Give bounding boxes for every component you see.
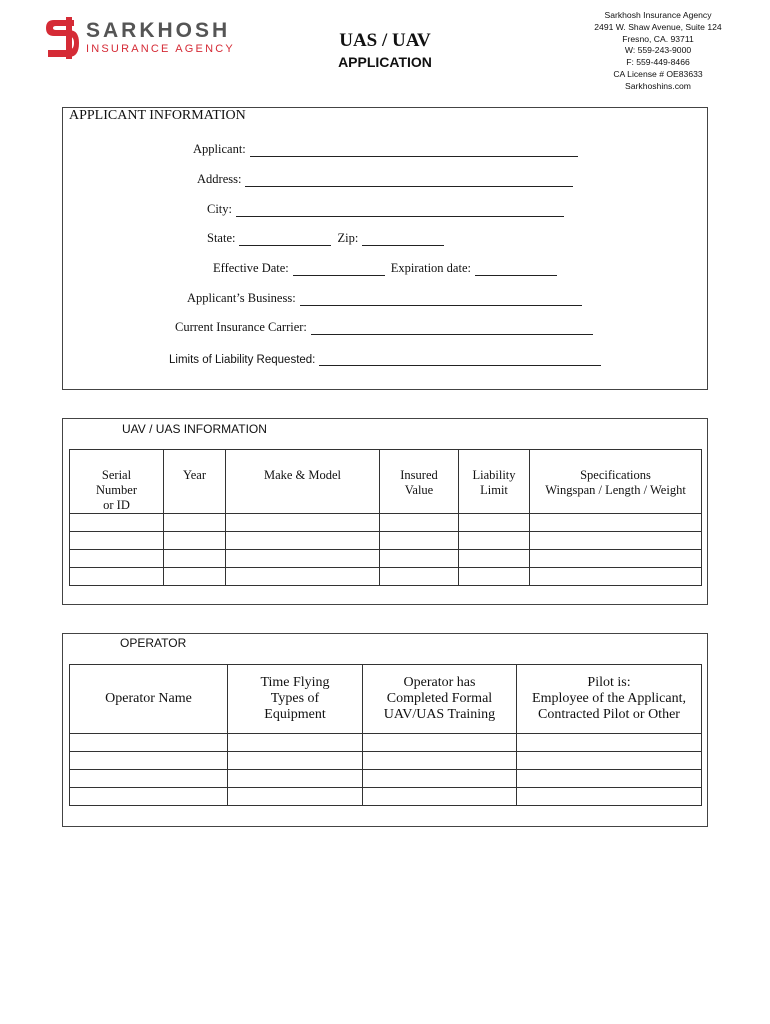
col-specifications-label: Specifications Wingspan / Length / Weight [545,468,686,497]
table-row [70,532,702,550]
dates-row [213,260,557,276]
table-cell[interactable] [530,550,702,568]
table-cell[interactable] [164,514,226,532]
effective-date-field[interactable] [293,263,385,276]
col-insured-value [380,450,459,514]
table-cell[interactable] [70,514,164,532]
zip-field[interactable] [362,233,444,246]
col-time-flying [228,665,363,734]
contact-line: Fresno, CA. 93711 [622,33,694,44]
table-cell[interactable] [363,752,517,770]
col-make-model-label: Make & Model [263,468,342,482]
contact-line: W: 559-243-9000 [624,45,692,56]
col-year-label: Year [182,468,207,482]
table-cell[interactable] [70,788,228,806]
table-cell[interactable] [459,514,530,532]
table-cell[interactable] [530,514,702,532]
operator-section-heading: OPERATOR [120,636,187,650]
table-cell[interactable] [226,532,380,550]
state-label: State: [207,231,236,245]
table-cell[interactable] [228,752,363,770]
col-serial-number [70,450,164,514]
col-year [164,450,226,514]
address-row [197,171,573,187]
table-cell[interactable] [226,568,380,586]
business-label: Applicant’s Business: [187,291,296,305]
uav-section-heading: UAV / UAS INFORMATION [122,422,267,436]
contact-line: CA License # OE83633 [613,68,703,79]
logo-wordmark: SARKHOSH [86,19,231,42]
expiration-date-field[interactable] [475,263,557,276]
table-cell[interactable] [70,752,228,770]
col-time-flying-label: Time Flying Types of Equipment [260,675,330,722]
table-cell[interactable] [228,788,363,806]
table-row [70,550,702,568]
uav-table [69,449,702,586]
contact-line: Sarkhosh Insurance Agency [604,10,712,20]
business-field[interactable] [300,293,582,306]
state-field[interactable] [239,233,331,246]
city-row [207,201,564,217]
table-cell[interactable] [517,770,702,788]
applicant-field[interactable] [250,144,578,157]
table-row [70,514,702,532]
table-cell[interactable] [164,532,226,550]
limits-label: Limits of Liability Requested: [169,354,316,366]
table-cell[interactable] [70,532,164,550]
table-row [70,770,702,788]
col-pilot-status [517,665,702,734]
table-cell[interactable] [530,532,702,550]
table-cell[interactable] [517,788,702,806]
table-cell[interactable] [517,734,702,752]
table-cell[interactable] [363,734,517,752]
col-liability-limit-label: Liability Limit [472,468,516,497]
limits-field[interactable] [319,353,601,366]
contact-line: 2491 W. Shaw Avenue, Suite 124 [594,21,722,32]
col-serial-number-label: Serial Number or ID [96,468,137,512]
table-cell[interactable] [164,550,226,568]
table-row [70,734,702,752]
address-label: Address: [197,172,242,186]
col-training-label: Operator has Completed Formal UAV/UAS Training [383,675,496,722]
table-cell[interactable] [164,568,226,586]
col-make-model [226,450,380,514]
col-insured-value-label: Insured Value [400,468,438,497]
table-cell[interactable] [228,734,363,752]
contact-line: Sarkhoshins.com [625,80,691,91]
table-cell[interactable] [70,550,164,568]
table-cell[interactable] [530,568,702,586]
applicant-label: Applicant: [193,142,246,156]
agency-logo [44,17,234,61]
table-cell[interactable] [459,532,530,550]
applicant-section-heading: APPLICANT INFORMATION [69,108,246,123]
document-subtitle: APPLICATION [338,54,432,70]
carrier-row [175,319,593,335]
applicant-row [193,141,578,157]
business-row [187,290,582,306]
table-cell[interactable] [70,568,164,586]
table-cell[interactable] [226,550,380,568]
state-zip-row [207,230,444,246]
expiration-date-label: Expiration date: [390,261,471,275]
agency-contact-block [578,10,738,93]
document-title: UAS / UAV [339,30,431,51]
col-operator-name-label: Operator Name [105,691,192,706]
table-cell[interactable] [228,770,363,788]
logo-tagline: INSURANCE AGENCY [86,43,235,55]
table-row [70,752,702,770]
contact-line: F: 559-449-8466 [626,57,690,68]
table-cell[interactable] [363,788,517,806]
table-cell[interactable] [70,734,228,752]
table-cell[interactable] [380,568,459,586]
effective-date-label: Effective Date: [213,261,289,275]
limits-row [169,350,601,366]
table-cell[interactable] [380,532,459,550]
table-cell[interactable] [380,514,459,532]
table-cell[interactable] [459,550,530,568]
table-cell[interactable] [70,770,228,788]
zip-label: Zip: [337,231,359,245]
carrier-field[interactable] [311,322,593,335]
city-label: City: [207,202,233,216]
logo-s-mark-icon [44,17,80,59]
col-specifications [530,450,702,514]
col-training [363,665,517,734]
col-operator-name [70,665,228,734]
operator-table [69,664,702,806]
address-field[interactable] [245,174,573,187]
table-cell[interactable] [363,770,517,788]
col-liability-limit [459,450,530,514]
table-cell[interactable] [380,550,459,568]
table-cell[interactable] [226,514,380,532]
table-row [70,568,702,586]
table-cell[interactable] [517,752,702,770]
col-pilot-status-label: Pilot is: Employee of the Applicant, Contracted Pilot or Other [532,675,686,722]
table-row [70,788,702,806]
table-cell[interactable] [459,568,530,586]
carrier-label: Current Insurance Carrier: [175,320,307,334]
city-field[interactable] [236,204,564,217]
